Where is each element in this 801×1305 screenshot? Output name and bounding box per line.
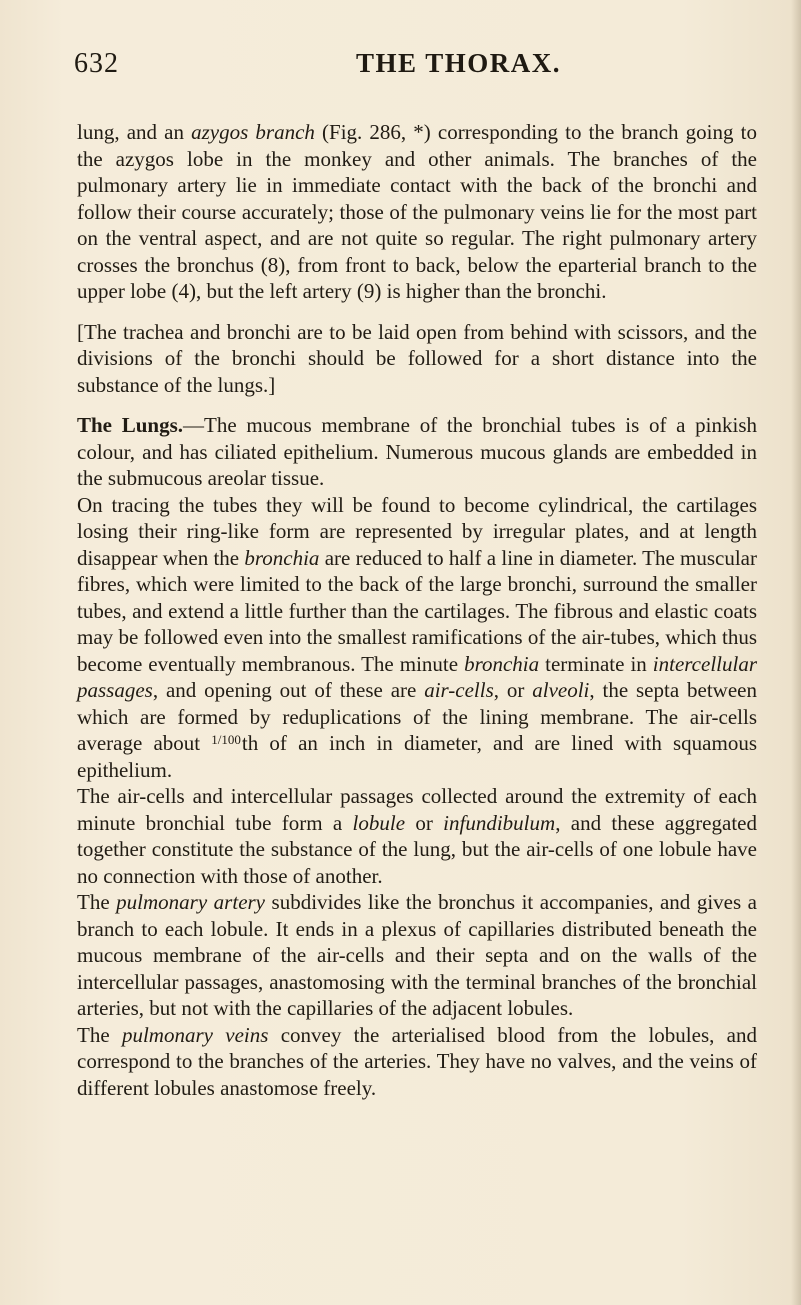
paragraph-pulmonary-veins: [77, 1022, 757, 1102]
running-head: THE THORAX.: [356, 48, 562, 78]
paragraph-lobule: [77, 783, 757, 889]
page-edge-shadow: [791, 0, 801, 1305]
text-run: The air-cells and intercellular passages collected around the extremity of each minute bronchial tube form a: [77, 784, 757, 835]
text-run: [The trachea and bronchi are to be laid open from behind with scissors, and the divisions of the bronchi should be followed for a short distance into the substance of the lungs.]: [77, 319, 757, 397]
italic-term-intercellular-passages: intercellular passages: [77, 651, 757, 702]
italic-term-pulmonary-veins: pulmonary veins: [121, 1022, 269, 1047]
page-number: 632: [74, 48, 119, 79]
text-run: On tracing the tubes they will be found to become cylindrical, the cartilages losing their ring-like form are represented by irregular plates, and at length disappear when the: [77, 492, 757, 570]
italic-term-pulmonary-artery: pulmonary artery: [116, 890, 266, 914]
paragraph-bronchial-tubes: [77, 492, 757, 784]
italic-term-air-cells: air-cells: [424, 678, 494, 702]
italic-term-lobule: lobule: [352, 810, 406, 835]
italic-term-bronchia: bronchia: [464, 651, 540, 676]
text-run: —The mucous membrane of the bronchial tubes is of a pinkish colour, and has ciliated epithelium. Numerous mucous glands are embedded in the submucous areolar tissue.: [77, 413, 758, 490]
fraction-one-hundredth: 1/100: [211, 732, 241, 747]
page-header: [74, 48, 760, 88]
italic-term-bronchia: bronchia: [244, 545, 320, 570]
text-run: The: [77, 890, 117, 914]
text-run: , and opening out of these are: [152, 678, 425, 702]
section-heading-lungs: The Lungs.: [77, 413, 183, 437]
text-run: are reduced to half a line in diameter. The muscular fibres, which were limited to the back of the large bronchi, surround the smaller tubes, and extend a little further than the cartilages. The fibrous and elastic coats may be followed even into the smallest ramifications of the air-tubes, which thus become eventually membranous. The minute: [77, 545, 757, 676]
text-run: convey the arterialised blood from the lobules, and correspond to the branches of the arteries. They have no valves, and the veins of different lobules anastomose freely.: [77, 1022, 757, 1100]
text-run: or: [405, 810, 444, 835]
paragraph-pulmonary-artery: [77, 889, 757, 1022]
text-run: th of an inch in diameter, and are lined with squamous epithelium.: [77, 731, 757, 782]
italic-term-infundibulum: infundibulum: [443, 810, 556, 835]
paragraph-lungs: [77, 412, 757, 492]
italic-term-azygos-branch: azygos branch: [191, 120, 315, 144]
text-run: terminate in: [539, 651, 653, 676]
paragraph-azygos: [77, 119, 757, 305]
text-run: , or: [493, 678, 533, 702]
text-run: , and these aggregated together constitute the substance of the lung, but the air-cells of one lobule have no connection with those of another.: [77, 810, 757, 888]
text-run: , the septa between which are formed by reduplications of the lining membrane. The air-cells average about: [77, 678, 757, 755]
text-run: The: [77, 1022, 122, 1047]
text-run: (Fig. 286, *) corresponding to the branch going to the azygos lobe in the monkey and other animals. The branches of the pulmonary artery lie in immediate contact with the back of the bronchi and follow their course accurately; those of the pulmonary veins lie for the most part on the ventral aspect, and are not quite so regular. The right pulmonary artery crosses the bronchus (8), from front to back, below the eparterial branch to the upper lobe (4), but the left artery (9) is higher than the bronchi.: [77, 120, 757, 303]
italic-term-alveoli: alveoli: [532, 678, 590, 702]
body-text: [77, 119, 757, 1101]
paragraph-dissection-instruction: [77, 319, 757, 399]
text-run: lung, and an: [77, 120, 192, 144]
text-run: subdivides like the bronchus it accompanies, and gives a branch to each lobule. It ends in a plexus of capillaries distributed beneath the mucous membrane of the air-cells and their septa and on the walls of the intercellular passages, anastomosing with the terminal branches of the bronchial arteries, but not with the capillaries of the adjacent lobules.: [77, 890, 757, 1020]
